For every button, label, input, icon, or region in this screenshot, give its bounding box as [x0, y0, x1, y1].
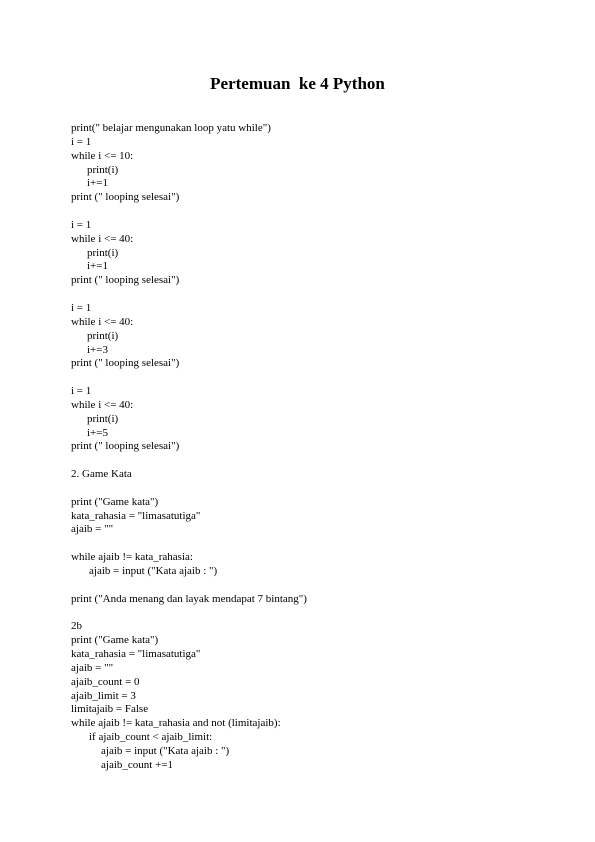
text-line: if ajaib_count < ajaib_limit: — [89, 731, 213, 744]
text-line: i+=1 — [87, 260, 108, 273]
blank-line — [71, 371, 571, 385]
text-line: ajaib_count +=1 — [101, 758, 173, 771]
blank-line — [71, 607, 571, 621]
blank-line — [71, 288, 571, 302]
section-heading: 2. Game Kata — [71, 468, 132, 481]
text-line: while ajaib != kata_rahasia: — [71, 551, 193, 564]
text-line: ajaib_count = 0 — [71, 675, 140, 688]
text-line: while i <= 40: — [71, 398, 134, 411]
text-line: ajaib_limit = 3 — [71, 689, 136, 702]
text-line: i+=1 — [87, 177, 108, 190]
text-line: while i <= 40: — [71, 315, 134, 328]
document-body — [71, 122, 571, 773]
text-line: ajaib = "" — [71, 523, 114, 536]
text-line: print (" looping selesai") — [71, 191, 180, 204]
text-line: while ajaib != kata_rahasia and not (limitajaib): — [71, 717, 281, 730]
text-line: print ("Game kata") — [71, 634, 159, 647]
text-line: print(i) — [87, 163, 119, 176]
page-title: Pertemuan ke 4 Python — [210, 74, 385, 93]
text-line: limitajaib = False — [71, 703, 149, 716]
text-line: print(i) — [87, 412, 119, 425]
text-line: while i <= 10: — [71, 149, 134, 162]
blank-line — [71, 454, 571, 468]
blank-line — [71, 579, 571, 593]
text-line: print(i) — [87, 246, 119, 259]
text-line: print ("Anda menang dan layak mendapat 7 bintang") — [71, 592, 307, 605]
blank-line — [71, 482, 571, 496]
text-line: print(i) — [87, 329, 119, 342]
text-line: ajaib = "" — [71, 661, 114, 674]
text-line: i = 1 — [71, 301, 92, 314]
text-line: ajaib = input ("Kata ajaib : ") — [89, 565, 218, 577]
text-line: print(" belajar mengunakan loop yatu while") — [71, 122, 271, 134]
blank-line — [71, 537, 571, 551]
text-line: i+=3 — [87, 343, 108, 356]
text-line: ajaib = input ("Kata ajaib : ") — [101, 744, 230, 757]
text-line: print (" looping selesai") — [71, 357, 180, 370]
text-line: i = 1 — [71, 385, 92, 398]
section-heading: 2b — [71, 620, 82, 633]
text-line: print (" looping selesai") — [71, 274, 180, 287]
text-line: print (" looping selesai") — [71, 440, 180, 453]
text-line: i = 1 — [71, 135, 92, 148]
text-line: i = 1 — [71, 218, 92, 231]
text-line: kata_rahasia = "limasatutiga" — [71, 648, 201, 661]
text-line: print ("Game kata") — [71, 495, 159, 508]
text-line: i+=5 — [87, 426, 108, 439]
text-line: kata_rahasia = "limasatutiga" — [71, 509, 201, 522]
blank-line — [71, 205, 571, 219]
text-line: while i <= 40: — [71, 232, 134, 245]
